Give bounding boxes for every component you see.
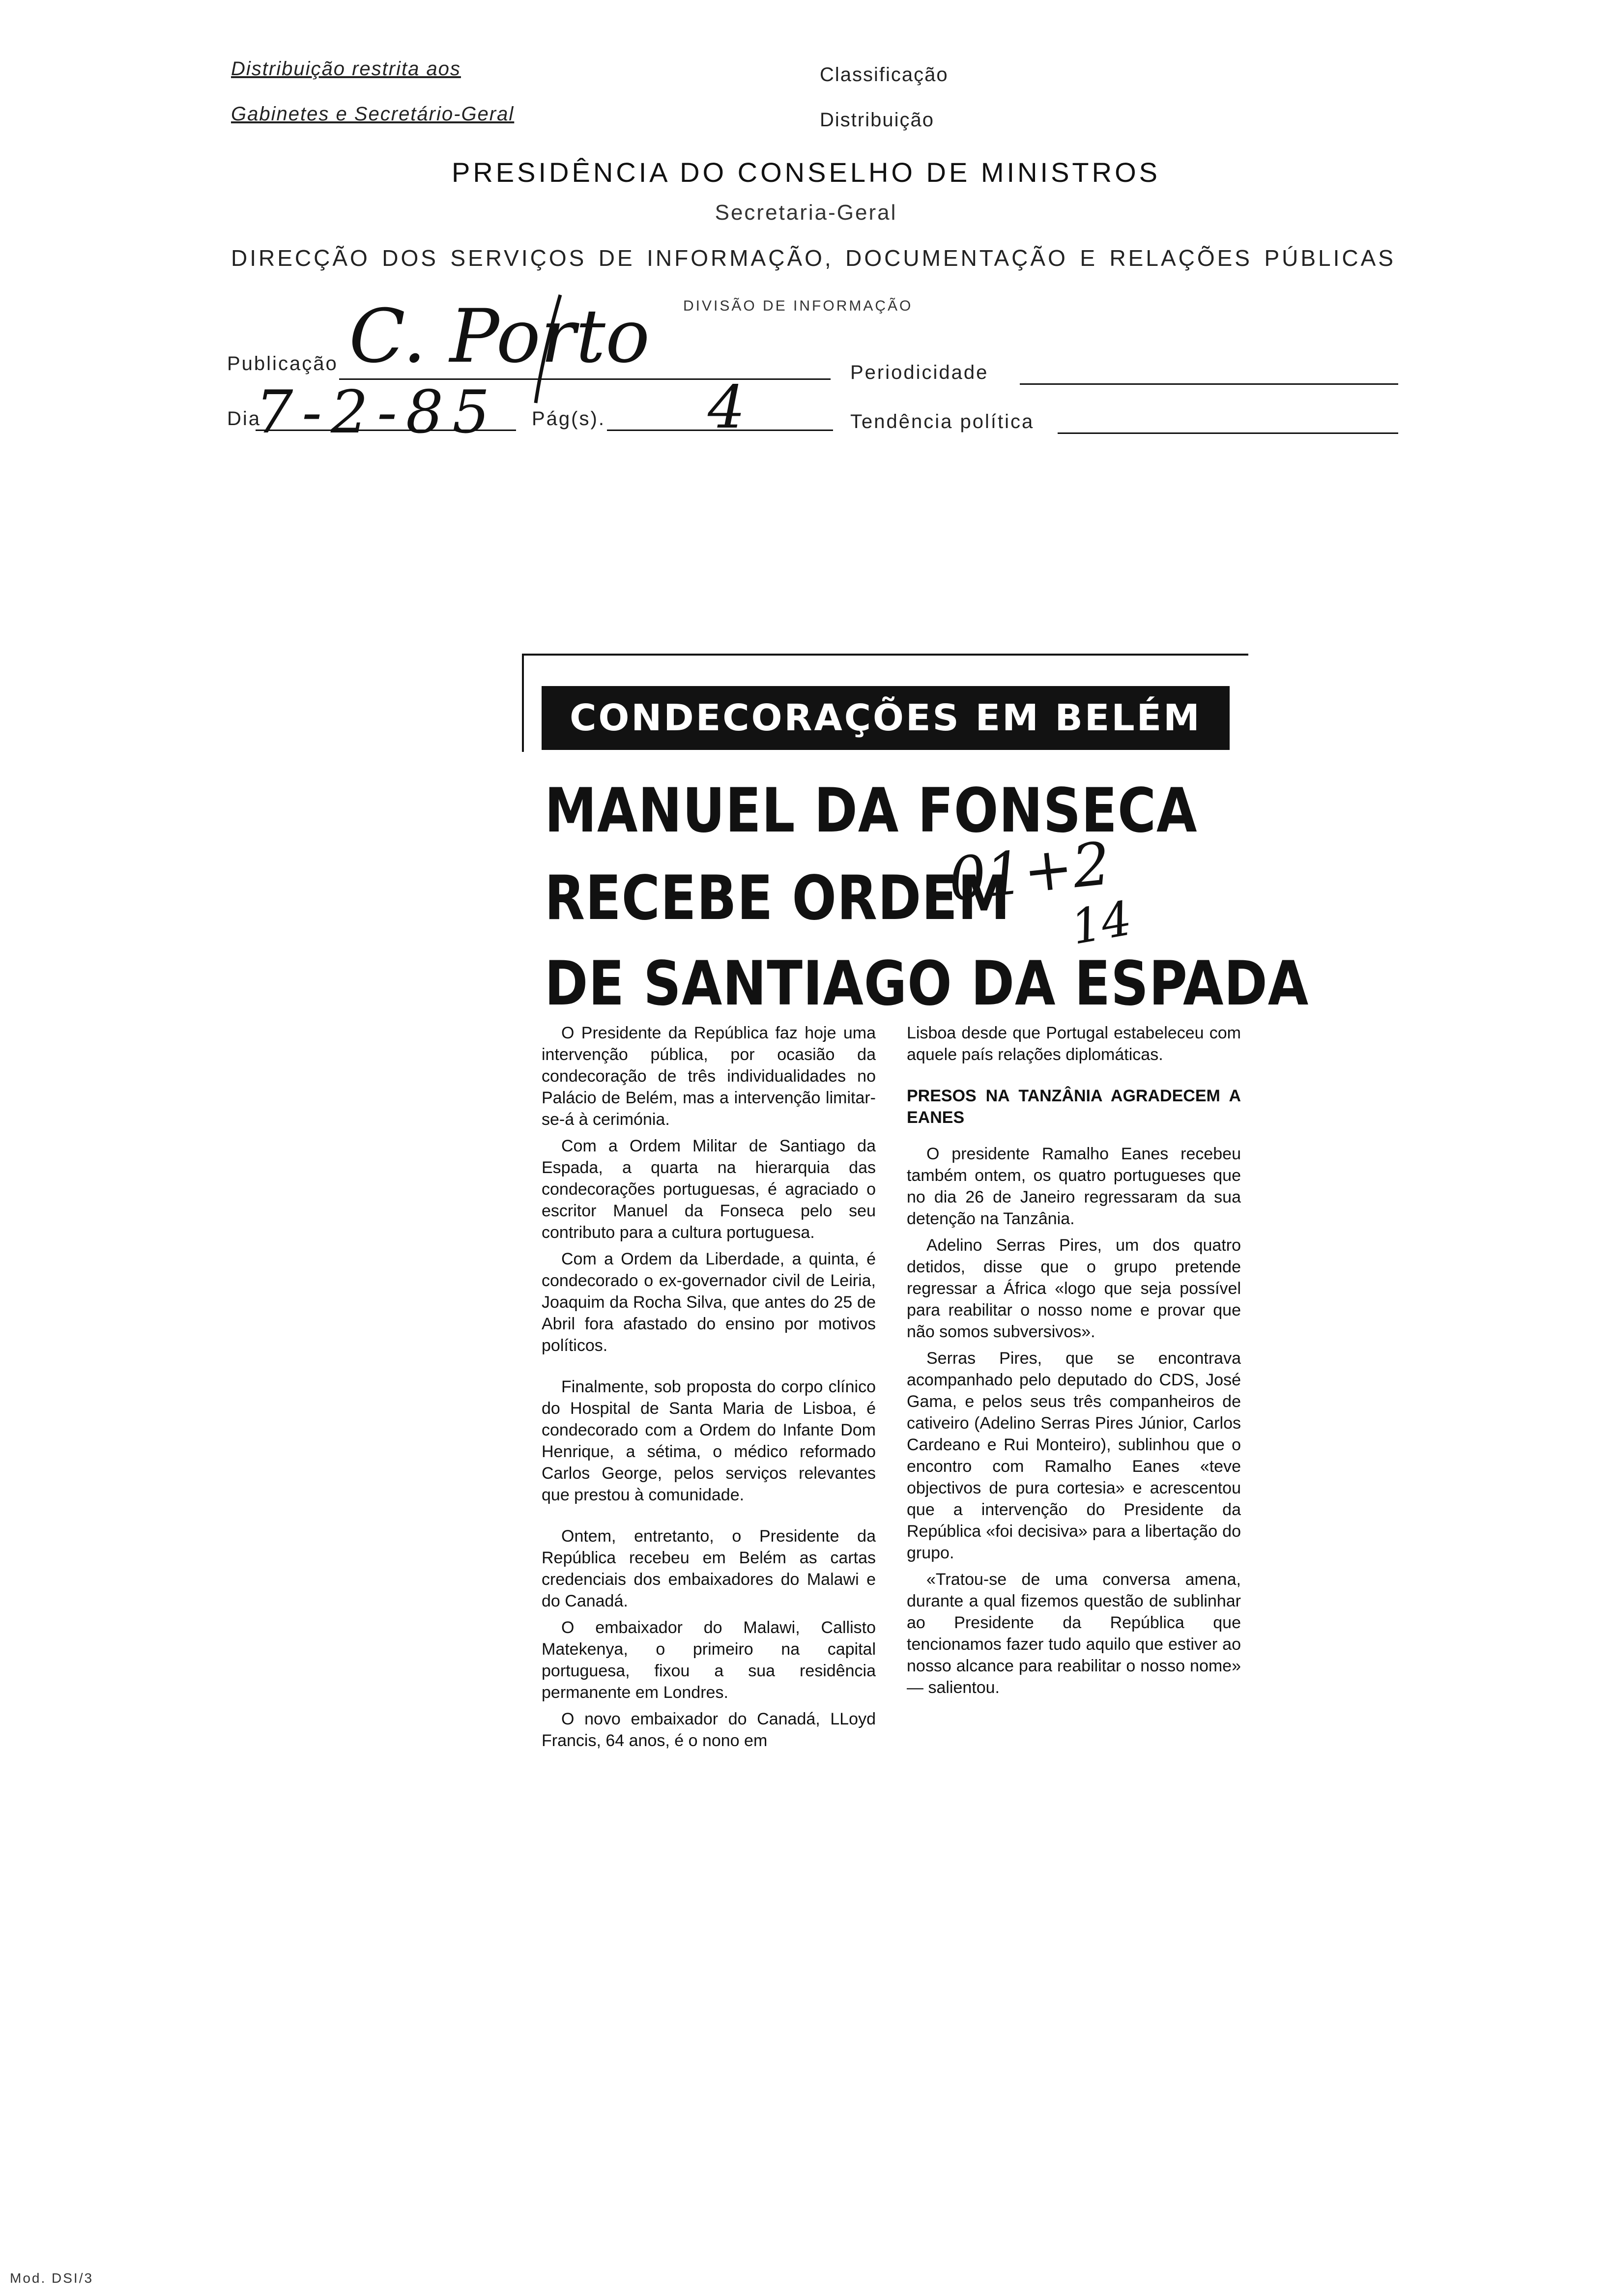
subheading: PRESOS NA TANZÂNIA AGRADECEM A EANES xyxy=(907,1087,1241,1127)
paragraph: O novo embaixador do Canadá, LLoyd Francis, 64 anos, é o nono em xyxy=(542,1710,876,1750)
direction-word: PÚBLICAS xyxy=(1264,245,1396,271)
distribution-label: Distribuição xyxy=(820,109,934,131)
headline-line-1: MANUEL DA FONSECA xyxy=(545,775,1198,846)
publication-label: Publicação xyxy=(227,353,338,374)
paragraph: Com a Ordem Militar de Santiago da Espada, a quarta na hierarquia das condecorações portuguesas, é agraciado o escritor Manuel da Fonseca pelo seu contributo para a cultura portuguesa. xyxy=(542,1137,876,1242)
day-label: Dia xyxy=(227,408,261,430)
direction-word: INFORMAÇÃO, xyxy=(647,245,834,271)
distribution-line-1: Distribuição restrita aos xyxy=(231,58,461,80)
presidency-title: PRESIDÊNCIA DO CONSELHO DE MINISTROS xyxy=(452,157,1160,188)
form-model-code: Mod. DSI/3 xyxy=(10,2270,94,2286)
publication-handwritten: C. Porto xyxy=(349,294,650,379)
day-handwritten: 7-2-85 xyxy=(256,378,499,447)
paragraph: «Tratou-se de uma conversa amena, durante a qual fizemos questão de sublinhar ao Presidente da República que tencionamos fazer tudo aquilo que estiver ao nosso alcance para reabilitar o nosso nome» — salientou. xyxy=(907,1570,1241,1697)
secretariat-subtitle: Secretaria-Geral xyxy=(715,201,897,225)
distribution-line-2: Gabinetes e Secretário-Geral xyxy=(231,103,515,125)
paragraph-continued: Lisboa desde que Portugal estabeleceu com aquele país relações diplomáticas. xyxy=(907,1024,1241,1064)
direction-word: SERVIÇOS xyxy=(450,245,587,271)
paragraph: Com a Ordem da Liberdade, a quinta, é condecorado o ex-governador civil de Leiria, Joaquim da Rocha Silva, que antes do 25 de Abril fora afastado do ensino por motivos políticos. xyxy=(542,1250,876,1355)
paragraph: O embaixador do Malawi, Callisto Matekenya, o primeiro na capital portuguesa, fixou a sua residência permanente em Londres. xyxy=(542,1618,876,1702)
clipping-left-border xyxy=(522,654,524,752)
paragraph: Adelino Serras Pires, um dos quatro detidos, disse que o grupo pretende regressar a África «logo que seja possível para reabilitar o nosso nome e provar que não somos subversivos». xyxy=(907,1236,1241,1341)
political-tendency-line xyxy=(1058,432,1398,434)
political-tendency-label: Tendência política xyxy=(850,411,1035,432)
direction-word: DE xyxy=(598,245,635,271)
direction-word: DIRECÇÃO xyxy=(231,245,370,271)
periodicity-label: Periodicidade xyxy=(850,362,989,383)
handwritten-stamp-number-2: 14 xyxy=(1067,890,1136,955)
paragraph: O presidente Ramalho Eanes recebeu também ontem, os quatro portugueses que no dia 26 de Janeiro regressaram da sua detenção na Tanzânia. xyxy=(907,1145,1241,1228)
division-label: DIVISÃO DE INFORMAÇÃO xyxy=(683,298,913,314)
paragraph: O Presidente da República faz hoje uma intervenção pública, por ocasião da condecoração de três individualidades no Palácio de Belém, mas a intervenção limitar-se-á à cerimónia. xyxy=(542,1024,876,1129)
periodicity-line xyxy=(1020,383,1398,385)
pages-label: Pág(s). xyxy=(532,408,605,430)
paragraph: Finalmente, sob proposta do corpo clínico do Hospital de Santa Maria de Lisboa, é condecorado com a Ordem do Infante Dom Henrique, a sétima, o médico reformado Carlos George, pelos serviços relevantes que prestou à comunidade. xyxy=(542,1378,876,1504)
direction-word: DOS xyxy=(382,245,438,271)
handwritten-stamp-number: 01+2 xyxy=(945,830,1114,915)
section-banner: CONDECORAÇÕES EM BELÉM xyxy=(542,686,1230,750)
paragraph: Ontem, entretanto, o Presidente da República recebeu em Belém as cartas credenciais dos embaixadores do Malawi e do Canadá. xyxy=(542,1527,876,1610)
direction-line xyxy=(231,245,1396,271)
direction-word: RELAÇÕES xyxy=(1109,245,1252,271)
paragraph: Serras Pires, que se encontrava acompanhado pelo deputado do CDS, José Gama, e pelos seus três companheiros de cativeiro (Adelino Serras Pires Júnior, Carlos Cardeano e Rui Monteiro), sublinhou que o encontro com Ramalho Eanes «teve objectivos de pura cortesia» e acrescentou que a intervenção do Presidente da República «foi decisiva» para a libertação do grupo. xyxy=(907,1349,1241,1562)
clipping-top-border xyxy=(522,654,1248,656)
article-column-1 xyxy=(542,1022,876,1756)
pages-handwritten: 4 xyxy=(708,373,746,442)
direction-word: E xyxy=(1080,245,1097,271)
direction-word: DOCUMENTAÇÃO xyxy=(845,245,1068,271)
article-column-2 xyxy=(907,1022,1241,1703)
headline-line-2: RECEBE ORDEM xyxy=(545,863,1010,934)
handwritten-stroke xyxy=(531,290,570,408)
headline-line-3: DE SANTIAGO DA ESPADA xyxy=(545,948,1309,1019)
classification-label: Classificação xyxy=(820,64,949,86)
